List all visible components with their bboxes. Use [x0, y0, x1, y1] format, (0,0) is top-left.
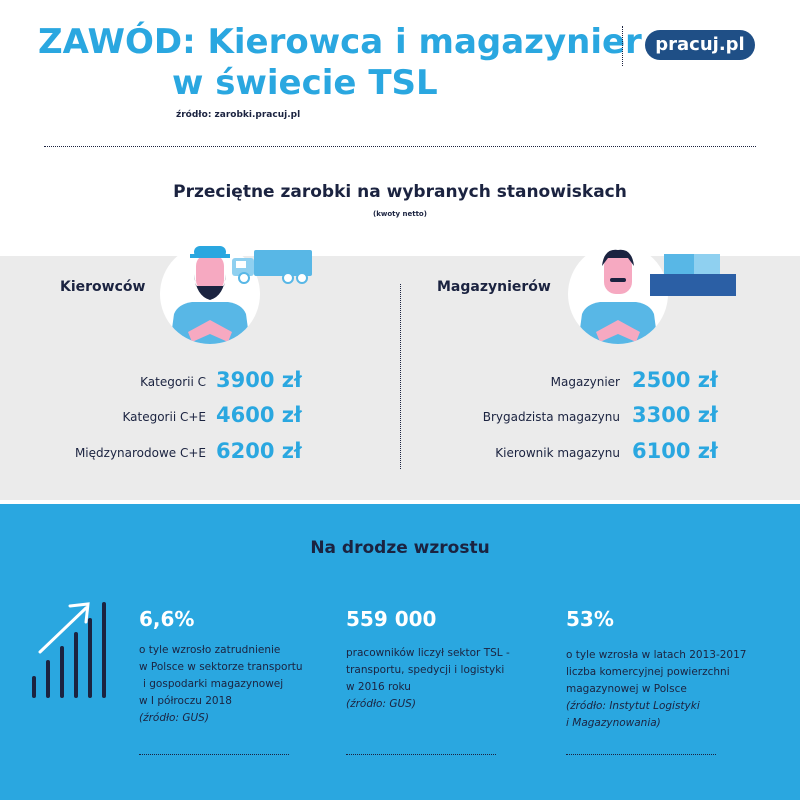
warehouse-label-3: Kierownik magazynu — [495, 446, 620, 460]
warehouse-value-3: 6100 zł — [632, 439, 718, 463]
stat-1-line-2: w Polsce w sektorze transportu — [139, 661, 303, 673]
stat-2-source: (źródło: GUS) — [346, 698, 416, 710]
stat-1-line-3: i gospodarki magazynowej — [143, 678, 284, 690]
drivers-heading: Kierowców — [60, 279, 146, 295]
driver-value-1: 3900 zł — [216, 368, 302, 392]
warehouse-value-2: 3300 zł — [632, 403, 718, 427]
driver-label-2: Kategorii C+E — [122, 410, 206, 424]
stat-1-line-1: o tyle wzrosło zatrudnienie — [139, 644, 281, 656]
stat-2-line-1: pracowników liczył sektor TSL - — [346, 647, 510, 659]
growth-title: Na drodze wzrostu — [310, 538, 490, 558]
truck-icon — [230, 246, 314, 286]
stat-2-text — [346, 645, 510, 713]
pracuj-logo[interactable]: pracuj.pl — [645, 30, 755, 60]
stat-2-value: 559 000 — [346, 607, 437, 631]
column-divider — [400, 284, 401, 469]
stat-3-separator — [566, 754, 716, 755]
page-title — [38, 22, 642, 104]
growth-chart-icon — [28, 600, 110, 700]
warehouse-label-1: Magazynier — [550, 375, 620, 389]
stat-2-line-3: w 2016 roku — [346, 681, 411, 693]
boxes-icon — [650, 254, 740, 298]
stat-1-separator — [139, 754, 289, 755]
stat-3-line-2: liczba komercyjnej powierzchni — [566, 666, 730, 678]
warehouse-value-1: 2500 zł — [632, 368, 718, 392]
driver-value-3: 6200 zł — [216, 439, 302, 463]
stat-1-text — [139, 642, 303, 727]
title-line-1: ZAWÓD: Kierowca i magazynier — [38, 22, 642, 62]
stat-3-line-1: o tyle wzrosła w latach 2013-2017 — [566, 649, 747, 661]
stat-3-line-3: magazynowej w Polsce — [566, 683, 687, 695]
stat-1-value: 6,6% — [139, 607, 195, 631]
stat-3-source-line-2: i Magazynowania) — [566, 717, 661, 729]
stat-2-line-2: transportu, spedycji i logistyki — [346, 664, 505, 676]
header-source: źródło: zarobki.pracuj.pl — [176, 110, 301, 120]
stat-1-line-4: w I półroczu 2018 — [139, 695, 232, 707]
warehouse-heading: Magazynierów — [437, 279, 551, 295]
header-divider — [622, 26, 623, 66]
salaries-subtitle: (kwoty netto) — [373, 210, 427, 218]
driver-label-1: Kategorii C — [140, 375, 206, 389]
stat-3-text — [566, 647, 746, 732]
title-line-2: w świecie TSL — [172, 63, 438, 103]
stat-1-source: (źródło: GUS) — [139, 712, 209, 724]
driver-value-2: 4600 zł — [216, 403, 302, 427]
stat-2-separator — [346, 754, 496, 755]
stat-3-value: 53% — [566, 607, 614, 631]
header-separator — [44, 146, 756, 147]
stat-3-source-line-1: (źródło: Instytut Logistyki — [566, 700, 700, 712]
driver-label-3: Międzynarodowe C+E — [74, 446, 206, 460]
warehouse-label-2: Brygadzista magazynu — [482, 410, 620, 424]
salaries-title: Przeciętne zarobki na wybranych stanowiskach — [173, 182, 627, 202]
